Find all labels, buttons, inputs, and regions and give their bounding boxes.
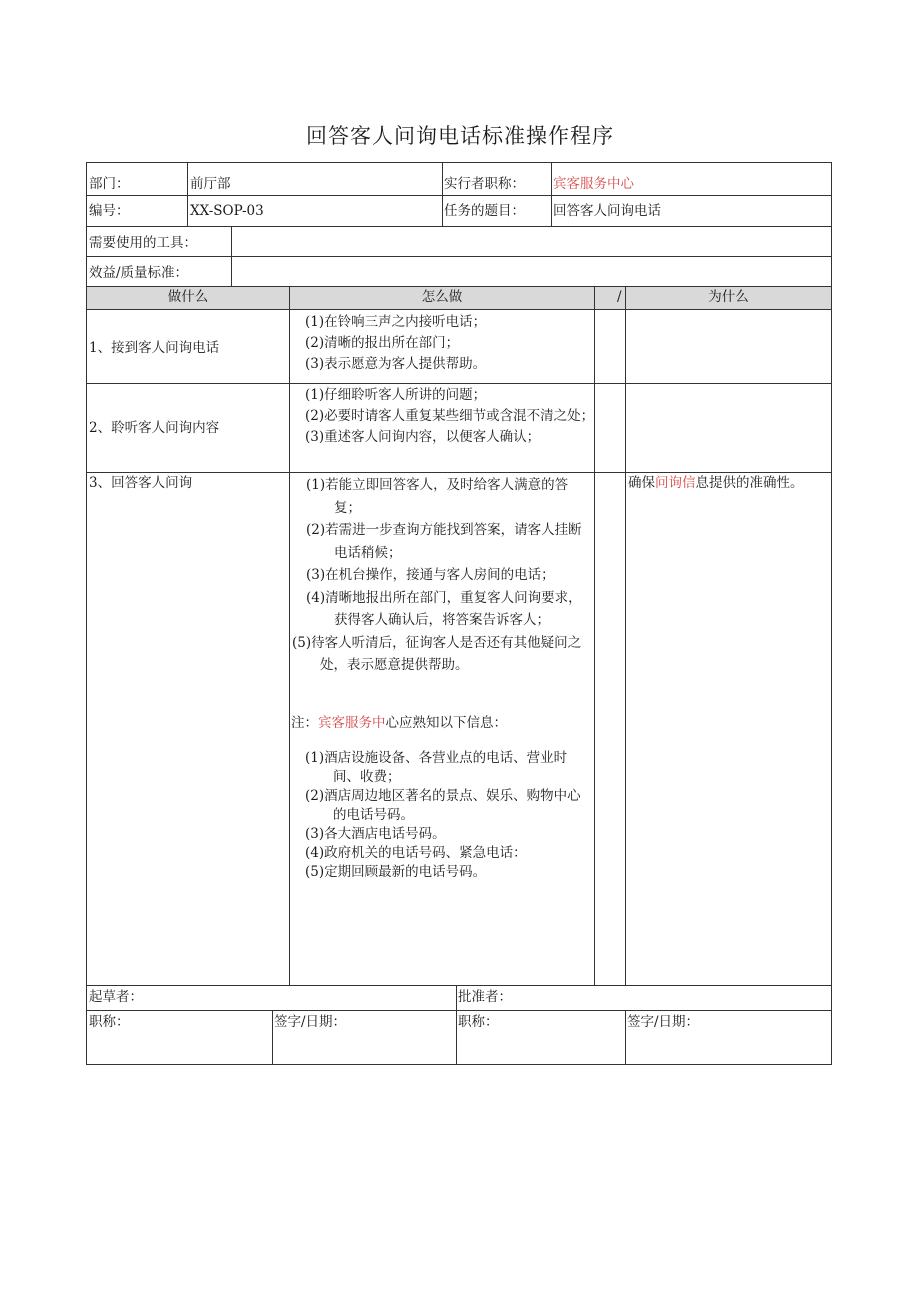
list-item: (4)清晰地报出所在部门，重复客人问询要求，获得客人确认后，将答案告诉客人； [306,589,582,628]
task-value: 回答客人问询电话 [553,203,661,219]
list-item: (1)在铃响三声之内接听电话； [305,314,487,330]
note-suffix: 心应熟知以下信息： [385,715,507,731]
role-label: 实行者职称： [444,176,525,192]
dept-value: 前厅部 [190,176,231,192]
step-3-what: 3、回答客人问询 [89,475,193,491]
why-suffix: 息提供的准确性。 [695,475,804,491]
list-item: (1)酒店设施设备、各营业点的电话、营业时间、收费； [305,750,568,785]
step-2-what: 2、聆听客人问询内容 [89,420,220,436]
why-highlight: 问询信 [655,475,696,491]
step-3-note-items [305,749,593,882]
list-item: (3)重述客人问询内容，以便客人确认； [305,429,541,445]
list-item: (1)仔细聆听客人所讲的问题； [305,387,487,403]
list-item: (5)定期回顾最新的电话号码。 [305,864,487,880]
column-header-how: 怎么做 [421,289,463,305]
step-1-how [305,312,593,375]
list-item: (3)表示愿意为客人提供帮助。 [305,356,487,372]
step-3-note [291,713,507,733]
quality-label: 效益/质量标准： [89,265,189,281]
step-1-what: 1、接到客人问询电话 [89,340,220,356]
column-header-what: 做什么 [167,289,209,305]
column-header-slash: / [617,289,622,305]
drafter-sign-label: 签字/日期： [274,1014,347,1030]
list-item: (2)清晰的报出所在部门； [305,335,460,351]
dept-label: 部门： [89,176,130,192]
approver-sign-label: 签字/日期： [627,1014,700,1030]
list-item: (2)酒店周边地区著名的景点、娱乐、购物中心的电话号码。 [305,788,581,823]
list-item: (2)若需进一步查询方能找到答案，请客人挂断电话稍候； [306,522,582,561]
list-item: (2)必要时请客人重复某些细节或含混不清之处； [305,408,595,424]
why-prefix: 确保 [628,475,655,491]
approver-title-label: 职称： [458,1014,499,1030]
list-item: (3)各大酒店电话号码。 [305,826,446,842]
document-title: 回答客人问询电话标准操作程序 [306,124,614,148]
task-label: 任务的题目： [444,203,525,219]
sop-form [86,162,832,1065]
column-header-why: 为什么 [708,289,749,305]
approver-label: 批准者： [458,989,512,1005]
list-item: (3)在机台操作，接通与客人房间的电话； [306,567,555,583]
list-item: (1)若能立即回答客人，及时给客人满意的答复； [306,477,569,516]
code-value: XX-SOP-03 [190,203,264,219]
drafter-title-label: 职称： [89,1014,130,1030]
step-3-why [628,473,804,493]
list-item: (4)政府机关的电话号码、紧急电话： [305,845,527,861]
step-2-how [305,385,593,448]
code-label: 编号： [89,203,130,219]
note-prefix: 注： [291,715,318,731]
drafter-label: 起草者： [89,989,143,1005]
tools-label: 需要使用的工具： [89,235,197,251]
list-item: (5)待客人听清后，征询客人是否还有其他疑问之处，表示愿意提供帮助。 [292,634,582,673]
role-value: 宾客服务中心 [553,176,634,192]
note-highlight: 宾客服务中 [318,715,386,731]
step-3-how [292,474,593,677]
